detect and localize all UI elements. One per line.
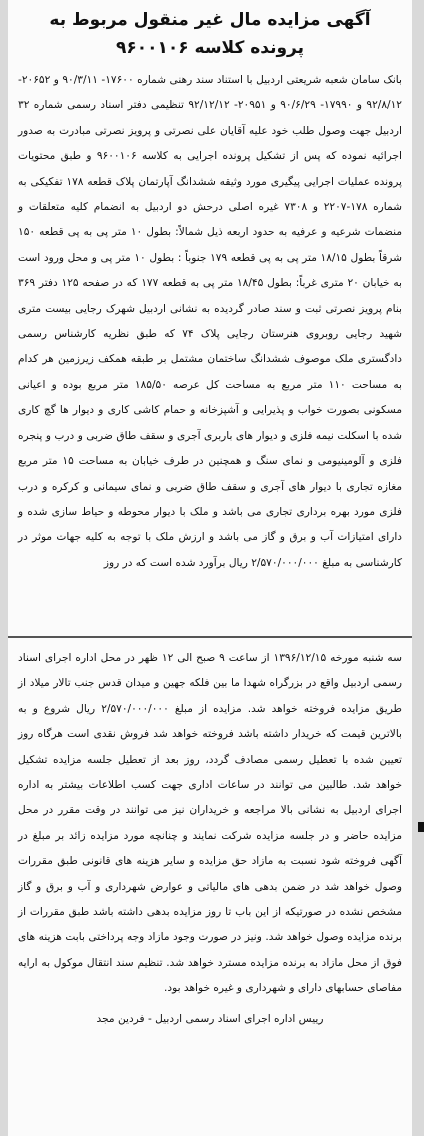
notice-signature: رییس اداره اجرای اسناد رسمی اردبیل - فردین مجد [96,1012,324,1025]
page-edge-mark [418,822,424,832]
notice-paragraph-bottom: سه شنبه مورخه ۱۳۹۶/۱۲/۱۵ از ساعت ۹ صبح الی ۱۲ ظهر در محل اداره اجرای اسناد رسمی اردبیل واقع در بزرگراه شهدا ما بین فلکه جهین و میدان قدس جنب تالار میلاد از طریق مزایده فروخته خواهد شد. مزایده از مبلغ ۲/۵۷۰/۰۰۰/۰۰۰ ریال شروع و به بالاترین قیمت که خریدار داشته باشد فروخته خواهد شد فروش نقدی است هرگاه روز تعیین شده با تعطیل رسمی مصادف گردد، روز بعد از تعطیل جلسه مزایده تشکیل خواهد شد. طالبین می توانند در ساعات اداری جهت کسب اطلاعات بیشتر به اداره اجرای اردبیل به نشانی بالا مراجعه و خریداران نیز می توانند در وقت مقرر در محل مزایده حاضر و در جلسه مزایده شرکت نمایند و چنانچه مورد مزایده زائد بر مبلغ در آگهی فروخته شود نسبت به مازاد حق مزایده و سایر هزینه های قانونی طبق مقررات وصول خواهد شد در ضمن بدهی های مالیاتی و عوارض شهرداری و آب و برق و گاز مشخص نشده در صورتیکه از این باب تا روز مزایده بدهی داشته باشد طبق مقررات از برنده مزایده وصول خواهد شد. ونیز در صورت وجود مازاد وجه پرداختی بابت هزینه های فوق از محل مازاد به برنده مزایده مسترد خواهد شد. تنظیم سند انتقال موکول به ارایه مفاصای حسابهای دارای و شهرداری و غیره خواهد بود. [18,652,402,995]
notice-title [18,6,402,62]
notice-clip-bottom [8,636,412,1136]
notice-title-line-2: پرونده کلاسه ۹۶۰۰۱۰۶ [115,38,305,58]
notice-clip-top [8,0,412,636]
notice-paragraph-top: بانک سامان شعبه شریعتی اردبیل با استناد سند رهنی شماره ۱۷۶۰۰- ۹۰/۳/۱۱ و ۲۰۶۵۲- ۹۲/۸/۱۲ و ۱۷۹۹۰- ۹۰/۶/۲۹ و ۲۰۹۵۱- ۹۲/۱۲/۱۲ تنظیمی دفتر اسناد رسمی شماره ۳۲ اردبیل جهت وصول طلب خود علیه آقایان علی نصرتی و پرویز نصرتی مبادرت به صدور اجرائیه نموده که پس از تشکیل پرونده اجرایی به کلاسه ۹۶۰۰۱۰۶ و طبق محتویات پرونده عملیات اجرایی پیگیری مورد وثیقه ششدانگ آپارتمان پلاک قطعه ۱۷۸ تفکیکی به شماره ۱۷۸-۲۲۰۷ و ۷۳۰۸ غیره اصلی درحش دو اردبیل به انضمام کلیه متعلقات و منضمات شرعیه و عرفیه به حدود اربعه ذیل شمالاً: بطول ۱۰ متر پی به پی قطعه ۱۵۰ شرقاً بطول ۱۸/۱۵ متر پی به پی قطعه ۱۷۹ جنوباً : بطول ۱۰ متر پی و محل ورود است به خیابان ۲۰ متری غرباً: بطول ۱۸/۴۵ متر پی به قطعه ۱۷۷ که در صفحه ۱۲۵ دفتر ۳۶۹ بنام پرویز نصرتی ثبت و سند صادر گردیده به نشانی اردبیل شهرک رجایی بیست متری شهید رجایی روبروی هنرستان رجایی پلاک ۷۴ که طبق نظریه کارشناس رسمی دادگستری ملک موصوف ششدانگ ساختمان مشتمل بر طبقه همکف زیرزمین هر کدام به مساحت ۱۱۰ متر مربع به مساحت کل عرصه ۱۸۵/۵۰ متر مربع بوده و اعیانی مسکونی بصورت خواب و پذیرایی و آشپزخانه و حمام کاشی کاری و دیوار ها گچ کاری شده با اسکلت نیمه فلزی و دیوار های باربری آجری و سقف طاق ضربی و درب و پنجره فلزی و آلومینیومی و نمای سنگ و همچنین در طرف خیابان به مساحت ۱۵ متر مربع مغازه تجاری با دیوار های آجری و سقف طاق ضربی و نمای سیمانی و کرکره و درب فلزی مورد بهره برداری تجاری می باشد و ملک با دیوار محوطه و حیاط سازی شده و دارای امتیازات آب و برق و گاز می باشد و ارزش ملک با توجه به کلیه جهات موثر در کارشناسی به مبلغ ۲/۵۷۰/۰۰۰/۰۰۰ ریال برآورد شده است که در روز [18,74,403,569]
notice-title-line-1: آگهی مزایده مال غیر منقول مربوط به [49,10,371,30]
